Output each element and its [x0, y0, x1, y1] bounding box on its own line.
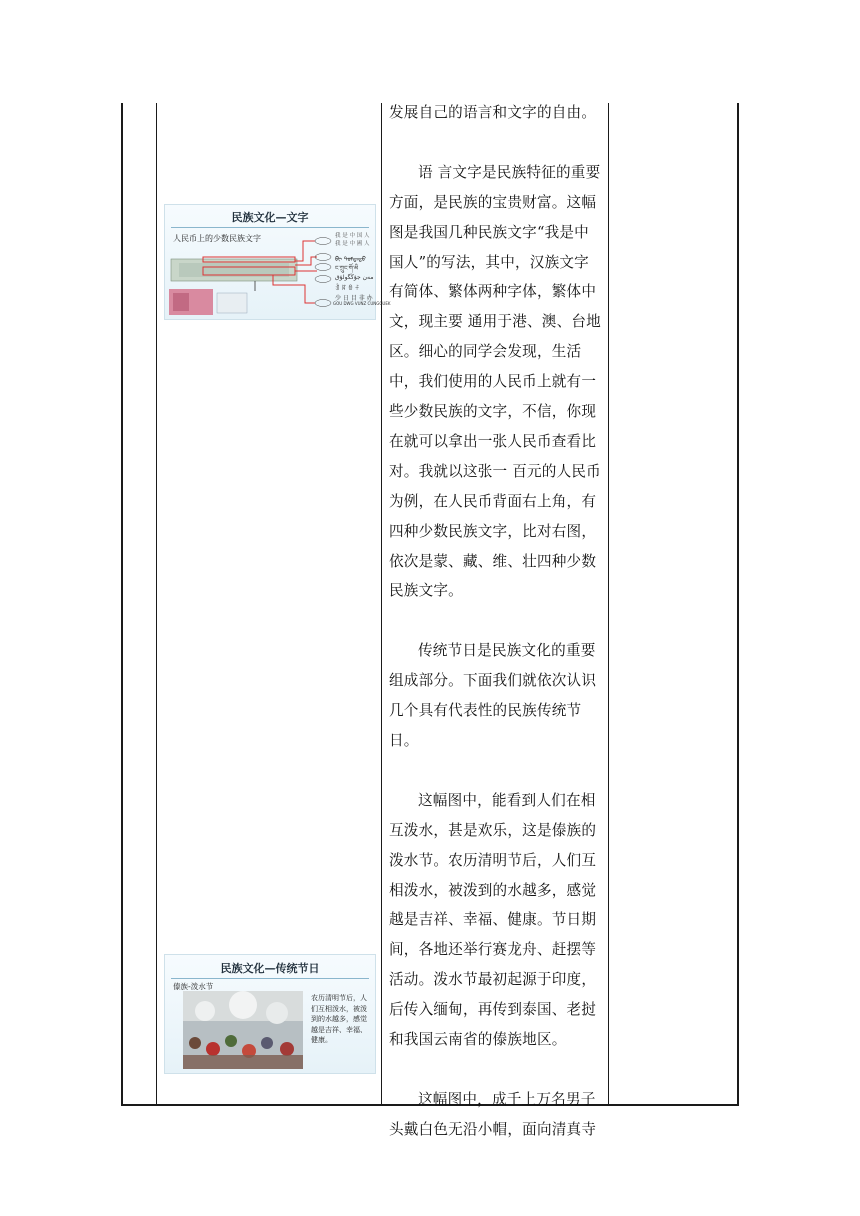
crowd-foreground [183, 1055, 303, 1069]
water-splash-3 [266, 1002, 288, 1024]
lesson-text-column [389, 98, 603, 1175]
label-oval-1 [315, 238, 331, 245]
paragraph-traditional-festivals: 传统节日是民族文化的重要组成部分。下面我们就依次认识几个具有代表性的民族传统节日。 [389, 642, 597, 749]
water-splash-1 [195, 1001, 215, 1021]
script-sample-3: ᠪᠢ ᠳᠤᠮᠳᠠᠳᠤ [335, 256, 366, 263]
crowd-figure-6 [280, 1042, 294, 1056]
slide-caption: 农历清明节后，人们互相泼水，被泼到的水越多，感觉越是吉祥、幸福、健康。 [311, 994, 367, 1044]
slide-title: 民族文化—传统节日 [220, 962, 320, 975]
crowd-figure-3 [225, 1035, 237, 1047]
label-oval-3 [315, 264, 331, 271]
table-column-divider-3 [608, 103, 609, 1106]
paragraph-water-festival: 这幅图中，能看到人们在相互泼水，甚是欢乐，这是傣族的泼水节。农历清明节后，人们互相泼水，被泼到的水越多，感觉越是吉祥、幸福、健康。节日期间，各地还举行赛龙舟、赶摆等活动。泼水节最初起源于印度，后传入缅甸，再传到泰国、老挝和我国云南省的傣族地区。 [389, 791, 597, 1049]
label-oval-2 [315, 254, 331, 261]
paragraph-language-writing: 语 言文字是民族特征的重要方面，是民族的宝贵财富。这幅图是我国几种民族文字“我是中国人”的写法，其中，汉族文字有简体、繁体两种字体，繁体中文，现主要 通用于港、澳、台地区。细心的同学会发现，生活中，我们使用的人民币上就有一些少数民族的文字，不信，你现在就可以拿出一张人民币查看比对。我就以这张一 百元的人民币为例，在人民币背面右上角，有四种少数民族文字，比对右图，依次是蒙、藏、维、壮四种少数民族文字。 [389, 163, 601, 600]
crowd-figure-1 [189, 1037, 201, 1049]
table-border-right [737, 103, 739, 1106]
slide-title: 民族文化—文字 [231, 211, 309, 224]
script-sample-4: ང་ཀྲུང་གོ་མི [335, 265, 359, 272]
script-sample-6: ꀉ ꍏ ꇩ ꊰ [335, 285, 360, 292]
script-sample-5: مەن جۇڭگولۇق [335, 274, 374, 281]
paragraph-mosque: 这幅图中，成千上万名男子头戴白色无沿小帽，面向清真寺 [389, 1090, 597, 1138]
label-oval-4 [315, 276, 331, 283]
label-oval-5 [315, 300, 331, 307]
slide-subtitle: 人民币上的少数民族文字 [173, 234, 261, 243]
table-column-divider-1 [156, 103, 157, 1106]
slide-subtitle: 傣族-泼水节 [173, 982, 214, 991]
paragraph-language-freedom: 发展自己的语言和文字的自由。 [389, 104, 597, 121]
script-sample-7: 少 日 目 非 办 [335, 295, 373, 302]
slide-ethnic-festival [164, 954, 376, 1074]
table-column-divider-2 [381, 103, 382, 1106]
connector-line-1 [295, 241, 315, 261]
slide-ethnic-writing [164, 204, 391, 320]
banknote-inset [217, 293, 247, 313]
script-sample-1: 我 是 中 国 人 [335, 233, 370, 239]
banknote-portrait [173, 293, 189, 311]
crowd-figure-5 [261, 1037, 273, 1049]
script-sample-8: GOU DWG VUNZ CUNGGUEK [333, 301, 391, 306]
crowd-figure-2 [206, 1042, 220, 1056]
table-border-left [121, 103, 123, 1106]
script-sample-2: 我 是 中 國 人 [335, 241, 370, 247]
water-splash-2 [229, 991, 257, 1019]
